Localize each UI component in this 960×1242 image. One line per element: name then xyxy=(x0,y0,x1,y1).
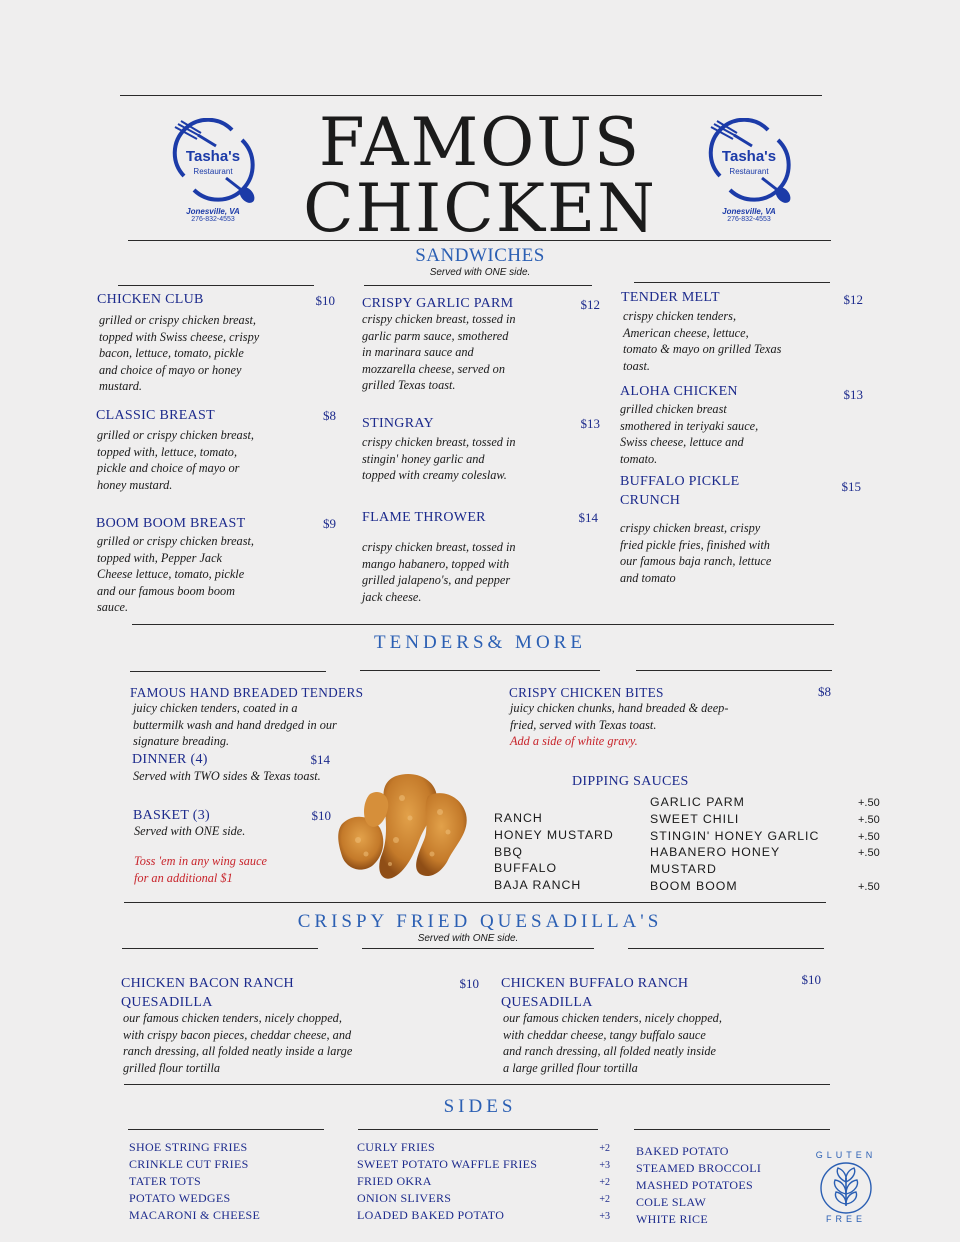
sauce-item: BBQ xyxy=(494,844,523,859)
logo-phone: 276-832-4553 xyxy=(727,216,771,223)
title-line-1: FAMOUS xyxy=(318,104,642,181)
page-title xyxy=(230,104,730,247)
item-name: ALOHA CHICKEN xyxy=(620,384,738,399)
side-item: POTATO WEDGES xyxy=(129,1191,231,1205)
divider xyxy=(634,1129,830,1130)
item-name-line-2: CRUNCH xyxy=(620,493,681,508)
menu-item xyxy=(130,683,390,750)
sauce-item: STINGIN' HONEY GARLIC xyxy=(650,828,820,843)
sauce-item: SWEET CHILI xyxy=(650,811,740,826)
side-price: +2 xyxy=(599,1143,610,1154)
section-rule xyxy=(124,902,826,903)
menu-item xyxy=(121,974,481,1076)
badge-top-text: GLUTEN xyxy=(815,1150,877,1160)
divider xyxy=(362,948,594,949)
sauce-item: GARLIC PARM xyxy=(650,795,745,809)
sauce-price xyxy=(858,862,880,879)
item-name: CRISPY CHICKEN BITES xyxy=(509,685,664,700)
divider xyxy=(636,670,832,671)
item-description: grilled or crispy chicken breast, topped with, lettuce, tomato, pickle and choice of mayo or honey mustard. xyxy=(97,428,254,492)
menu-item xyxy=(620,382,863,467)
logo-city: Jonesville, VA xyxy=(722,207,776,216)
divider xyxy=(122,948,318,949)
badge-bottom-text: FREE xyxy=(825,1214,866,1224)
sauce-price: +.50 xyxy=(858,797,880,809)
sauce-item: RANCH xyxy=(494,811,543,825)
item-price: $14 xyxy=(310,752,330,767)
side-item: STEAMED BROCCOLI xyxy=(636,1161,762,1175)
fried-chicken-tenders-icon xyxy=(336,768,486,888)
sides-column-3 xyxy=(636,1143,761,1228)
item-description: crispy chicken breast, crispy fried pickle fries, finished with our famous baja ranch, lettuce and tomato xyxy=(620,521,772,585)
sides-column-2-prices xyxy=(586,1140,610,1225)
item-description: crispy chicken breast, tossed in stingin' honey garlic and topped with creamy coleslaw. xyxy=(362,435,516,483)
top-rule xyxy=(120,95,822,96)
item-name: BASKET (3) xyxy=(133,808,211,823)
sandwiches-heading: SANDWICHES xyxy=(415,245,545,266)
menu-item xyxy=(362,414,600,484)
item-name: CLASSIC BREAST xyxy=(96,408,215,423)
item-name: BOOM BOOM BREAST xyxy=(96,516,246,531)
dipping-sauces-heading: DIPPING SAUCES xyxy=(572,774,689,789)
menu-item xyxy=(362,508,600,605)
side-price: +3 xyxy=(599,1160,610,1171)
divider xyxy=(118,285,314,286)
menu-item xyxy=(97,290,337,395)
item-price: $15 xyxy=(841,479,861,494)
side-item: ONION SLIVERS xyxy=(357,1191,452,1205)
item-name: CRISPY GARLIC PARM xyxy=(362,296,514,311)
divider xyxy=(364,285,592,286)
item-description: crispy chicken breast, tossed in garlic parm sauce, smothered in marinara sauce and mozzarella cheese, served on grilled Texas toast. xyxy=(362,312,516,393)
logo-phone: 276-832-4553 xyxy=(191,216,235,223)
restaurant-logo-right xyxy=(706,118,792,228)
item-description: grilled or crispy chicken breast, topped with, Pepper Jack Cheese lettuce, tomato, pickle and our famous boom boom sauce. xyxy=(97,534,254,615)
divider xyxy=(130,671,326,672)
dipping-sauces-left xyxy=(494,810,614,894)
side-item: SHOE STRING FRIES xyxy=(129,1140,248,1154)
menu-item xyxy=(509,683,831,750)
title-line-2: CHICKEN xyxy=(303,170,657,247)
item-description: Served with TWO sides & Texas toast. xyxy=(133,769,321,783)
sides-column-2 xyxy=(357,1139,537,1224)
sauce-item: BOOM BOOM xyxy=(650,878,738,893)
item-price: $14 xyxy=(578,510,598,525)
item-name: FAMOUS HAND BREADED TENDERS xyxy=(130,685,364,700)
menu-item xyxy=(96,406,338,493)
item-description: grilled or crispy chicken breast, topped with Swiss cheese, crispy bacon, lettuce, tomato, pickle and choice of mayo or honey mustard. xyxy=(99,313,260,394)
logo-city: Jonesville, VA xyxy=(186,207,240,216)
sides-heading: SIDES xyxy=(443,1096,517,1117)
divider xyxy=(128,1129,324,1130)
sauce-item: HONEY MUSTARD xyxy=(494,827,614,842)
dipping-sauces-right xyxy=(650,794,819,895)
menu-item xyxy=(133,806,333,840)
menu-item xyxy=(621,288,863,374)
item-price: $10 xyxy=(801,972,821,987)
sauce-price: +.50 xyxy=(858,830,880,843)
item-price: $13 xyxy=(843,387,863,402)
divider xyxy=(360,670,600,671)
item-name: CHICKEN BACON RANCH xyxy=(121,976,294,991)
item-description: juicy chicken tenders, coated in a buttermilk wash and hand dredged in our signature breading. xyxy=(133,701,337,749)
white-gravy-note: Add a side of white gravy. xyxy=(510,734,638,749)
quesadillas-note: Served with ONE side. xyxy=(417,933,519,944)
logo-sub: Restaurant xyxy=(193,167,233,176)
tenders-heading: TENDERS& MORE xyxy=(374,632,586,653)
item-price: $13 xyxy=(580,416,600,431)
quesadillas-heading: CRISPY FRIED QUESADILLA'S xyxy=(297,911,663,932)
sauce-item: BAJA RANCH xyxy=(494,878,582,893)
item-description: grilled chicken breast smothered in teriyaki sauce, Swiss cheese, lettuce and tomato. xyxy=(620,402,759,466)
side-item: BAKED POTATO xyxy=(636,1144,729,1158)
sauce-item: BUFFALO xyxy=(494,861,558,876)
item-name: TENDER MELT xyxy=(621,290,720,305)
sauce-price: +.50 xyxy=(858,847,880,860)
item-name: DINNER (4) xyxy=(132,752,208,767)
item-name: FLAME THROWER xyxy=(362,510,486,525)
fried-chicken-tenders-image xyxy=(336,768,486,888)
item-price: $8 xyxy=(818,684,831,699)
menu-item xyxy=(362,294,600,394)
item-description: juicy chicken chunks, hand breaded & deep- fried, served with Texas toast. xyxy=(510,701,729,732)
sauce-item: MUSTARD xyxy=(650,862,717,877)
dipping-sauces-prices xyxy=(858,795,880,896)
side-item: LOADED BAKED POTATO xyxy=(357,1208,505,1222)
side-price: +2 xyxy=(599,1194,610,1205)
menu-item xyxy=(620,472,863,586)
item-price: $10 xyxy=(459,976,479,991)
divider xyxy=(628,948,824,949)
item-price: $12 xyxy=(580,297,600,312)
sauce-item: HABANERO HONEY xyxy=(650,845,781,860)
side-item: TATER TOTS xyxy=(129,1174,201,1188)
side-item: CRINKLE CUT FRIES xyxy=(129,1157,249,1171)
restaurant-logo-left xyxy=(170,118,256,228)
side-price: +3 xyxy=(599,1211,610,1222)
divider xyxy=(634,282,830,283)
item-name-line-2: QUESADILLA xyxy=(501,995,593,1010)
menu-item xyxy=(96,514,338,616)
section-rule xyxy=(124,1084,830,1085)
item-description: crispy chicken breast, tossed in mango habanero, topped with grilled jalapeno's, and pepper jack cheese. xyxy=(362,540,516,604)
divider xyxy=(358,1129,598,1130)
wing-sauce-note: Toss 'em in any wing sauce for an additional $1 xyxy=(134,854,268,885)
side-price: +2 xyxy=(599,1177,610,1188)
item-name-line-2: QUESADILLA xyxy=(121,995,213,1010)
logo-name: Tasha's xyxy=(185,148,241,165)
menu-item xyxy=(132,750,332,785)
item-name: CHICKEN CLUB xyxy=(97,292,204,307)
section-rule xyxy=(132,624,834,625)
side-item: SWEET POTATO WAFFLE FRIES xyxy=(357,1157,538,1171)
item-price: $12 xyxy=(843,292,863,307)
item-description: our famous chicken tenders, nicely chopped, with cheddar cheese, tangy buffalo sauce and ranch dressing, all folded neatly inside a large grilled flour tortilla xyxy=(503,1011,722,1075)
item-price: $8 xyxy=(323,408,336,423)
item-description: Served with ONE side. xyxy=(134,824,246,838)
side-item: WHITE RICE xyxy=(636,1212,708,1226)
item-price: $10 xyxy=(315,293,335,308)
menu-item xyxy=(501,974,821,1076)
item-price: $10 xyxy=(311,808,331,823)
item-description: crispy chicken tenders, American cheese, lettuce, tomato & mayo on grilled Texas toast. xyxy=(623,309,782,373)
logo-name: Tasha's xyxy=(721,148,777,165)
sauce-price: +.50 xyxy=(858,813,880,826)
sides-column-1 xyxy=(129,1139,260,1224)
side-item: MASHED POTATOES xyxy=(636,1178,753,1192)
side-item: CURLY FRIES xyxy=(357,1140,436,1154)
side-item: FRIED OKRA xyxy=(357,1174,432,1188)
item-description: our famous chicken tenders, nicely chopped, with crispy bacon pieces, cheddar cheese, and ranch dressing, all folded neatly inside a large grilled flour tortilla xyxy=(123,1011,353,1075)
sandwiches-note: Served with ONE side. xyxy=(429,267,531,278)
side-item: MACARONI & CHEESE xyxy=(129,1208,261,1222)
item-name: BUFFALO PICKLE xyxy=(620,474,740,489)
item-price: $9 xyxy=(323,516,336,531)
side-item: COLE SLAW xyxy=(636,1195,707,1209)
gluten-free-badge xyxy=(806,1148,886,1228)
item-name: CHICKEN BUFFALO RANCH xyxy=(501,976,689,991)
sauce-price: +.50 xyxy=(858,880,880,893)
logo-sub: Restaurant xyxy=(729,167,769,176)
item-name: STINGRAY xyxy=(362,416,434,431)
